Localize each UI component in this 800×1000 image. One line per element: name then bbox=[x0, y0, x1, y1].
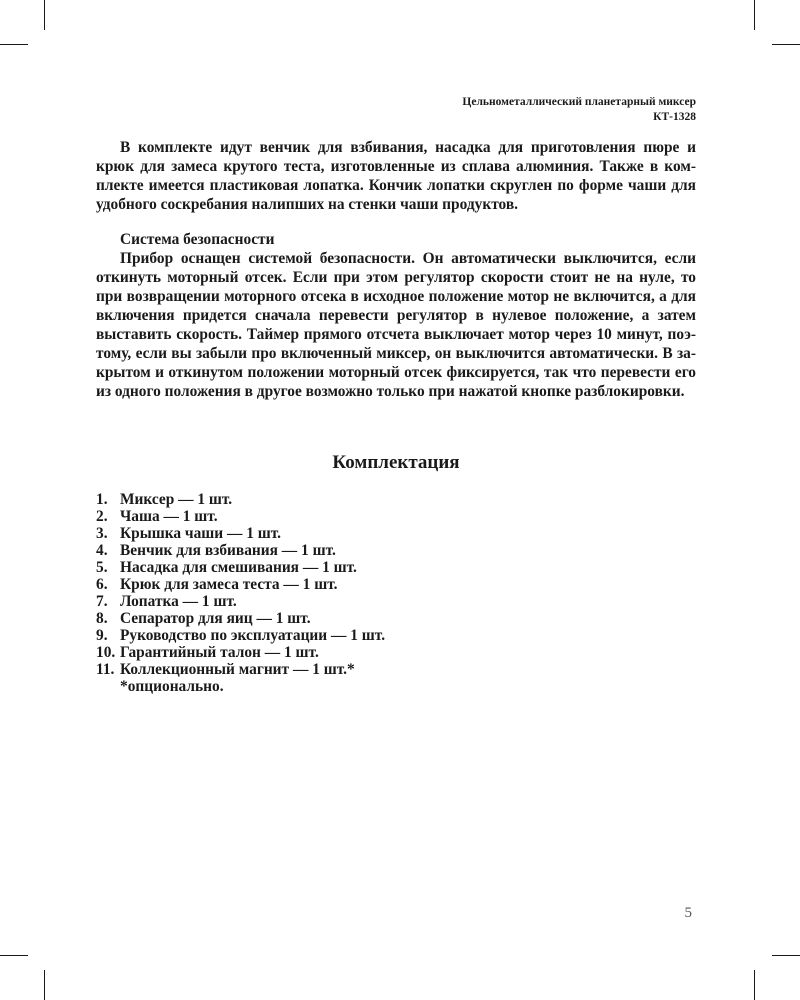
header-product-title: Цельнометаллический планетарный миксер bbox=[462, 96, 696, 108]
crop-mark-bottom-right bbox=[754, 970, 755, 1000]
list-item-number: 9. bbox=[96, 627, 108, 644]
header-model: КТ-1328 bbox=[653, 111, 696, 123]
list-item bbox=[96, 576, 696, 593]
page-content bbox=[96, 138, 696, 695]
safety-paragraph: Прибор оснащен системой безопасности. Он автоматически выключится, если откинуть моторный отсек. Если при этом регулятор скорости стоит не на нуле, то при возвращении моторного отсека в исходное положение мотор не включится, а для включения придется сначала перевести регулятор в нулевое положение, а затем выставить скорость. Таймер прямого отсчета выключает мотор через 10 минут, поэтому, если вы забыли про включенный миксер, он выключится автоматически. В закрытом и откинутом положении моторный отсек фиксируется, так что перевести его из одного положения в другое возможно только при нажатой кнопке разблокировки. bbox=[96, 250, 696, 400]
kit-list bbox=[96, 491, 696, 678]
crop-mark-bottom-left bbox=[44, 970, 45, 1000]
list-item bbox=[96, 661, 696, 678]
crop-mark-left-top bbox=[0, 44, 28, 45]
list-item-number: 5. bbox=[96, 559, 108, 576]
list-item-text: Лопатка — 1 шт. bbox=[120, 593, 237, 610]
list-item-text: Насадка для смешивания — 1 шт. bbox=[120, 559, 357, 576]
page-number: 5 bbox=[684, 905, 692, 921]
list-item-number: 2. bbox=[96, 508, 108, 525]
list-item-text: Сепаратор для яиц — 1 шт. bbox=[120, 610, 311, 627]
list-item-number: 8. bbox=[96, 610, 108, 627]
list-item-text: Коллекционный магнит — 1 шт.* bbox=[120, 661, 355, 678]
crop-mark-right-bottom bbox=[772, 955, 800, 956]
list-item-text: Чаша — 1 шт. bbox=[120, 508, 218, 525]
list-item-number: 4. bbox=[96, 542, 108, 559]
list-item bbox=[96, 559, 696, 576]
list-item bbox=[96, 627, 696, 644]
list-item-text: Крюк для замеса теста — 1 шт. bbox=[120, 576, 338, 593]
kit-heading: Комплектация bbox=[332, 452, 460, 473]
list-item bbox=[96, 593, 696, 610]
list-item-number: 1. bbox=[96, 491, 108, 508]
list-item-number: 10. bbox=[96, 644, 116, 661]
list-item-number: 3. bbox=[96, 525, 108, 542]
list-item bbox=[96, 508, 696, 525]
list-item bbox=[96, 644, 696, 661]
crop-mark-left-bottom bbox=[0, 955, 28, 956]
list-item bbox=[96, 491, 696, 508]
kit-footnote: *опционально. bbox=[120, 678, 224, 695]
list-item-number: 11. bbox=[96, 661, 115, 678]
list-item-text: Руководство по эксплуатации — 1 шт. bbox=[120, 627, 386, 644]
safety-heading: Система безопасности bbox=[120, 231, 275, 248]
list-item-text: Миксер — 1 шт. bbox=[120, 491, 233, 508]
list-item-text: Венчик для взбивания — 1 шт. bbox=[120, 542, 336, 559]
crop-mark-top-right bbox=[754, 0, 755, 30]
list-item-text: Гарантийный талон — 1 шт. bbox=[120, 644, 319, 661]
running-header bbox=[462, 95, 696, 125]
list-item bbox=[96, 610, 696, 627]
crop-mark-top-left bbox=[44, 0, 45, 30]
list-item bbox=[96, 525, 696, 542]
list-item bbox=[96, 542, 696, 559]
list-item-number: 6. bbox=[96, 576, 108, 593]
list-item-number: 7. bbox=[96, 593, 108, 610]
intro-paragraph: В комплекте идут венчик для взбивания, насадка для приготовления пюре и крюк для замеса крутого теста, изготовленные из сплава алюминия. Также в комплекте имеется пластиковая лопатка. Кончик лопатки скруглен по форме чаши для удобного соскребания налипших на стенки чаши продуктов. bbox=[96, 139, 696, 213]
list-item-text: Крышка чаши — 1 шт. bbox=[120, 525, 282, 542]
crop-mark-right-top bbox=[772, 44, 800, 45]
